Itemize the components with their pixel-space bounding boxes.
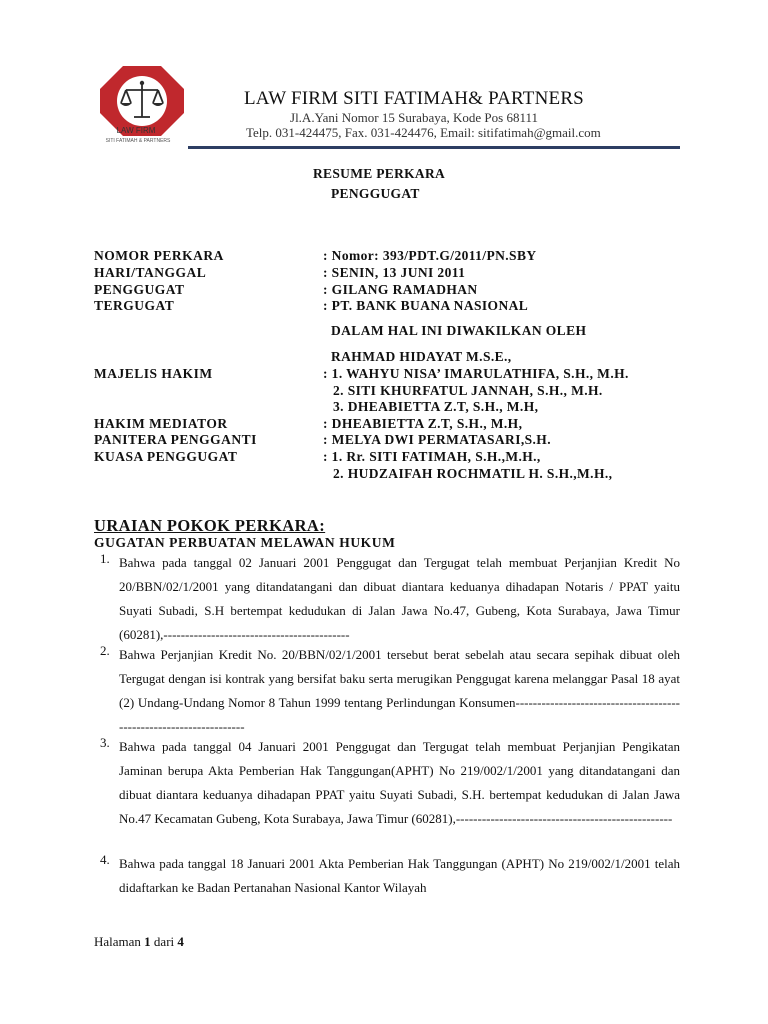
diwakilkan-text: DALAM HAL INI DIWAKILKAN OLEH <box>331 323 587 338</box>
law-firm-logo <box>96 62 188 154</box>
tergugat-label: TERGUGAT <box>94 298 175 313</box>
list-item <box>100 735 680 831</box>
majelis-hakim-3: 3. DHEABIETTA Z.T, S.H., M.H, <box>333 399 539 414</box>
section-title: URAIAN POKOK PERKARA: <box>94 516 326 535</box>
list-item <box>100 551 680 647</box>
majelis-hakim-2: 2. SITI KHURFATUL JANNAH, S.H., M.H. <box>333 383 603 398</box>
logo-text: LAW FIRM <box>116 126 156 135</box>
firm-name: LAW FIRM SITI FATIMAH& PARTNERS <box>244 88 584 109</box>
document-subtitle: PENGGUGAT <box>331 186 420 201</box>
kuasa-penggugat-1: : 1. Rr. SITI FATIMAH, S.H.,M.H., <box>323 449 541 464</box>
hari-tanggal-value: : SENIN, 13 JUNI 2011 <box>323 265 466 280</box>
majelis-hakim-label: MAJELIS HAKIM <box>94 366 213 381</box>
hari-tanggal-label: HARI/TANGGAL <box>94 265 207 280</box>
list-item <box>100 852 680 900</box>
penggugat-value: : GILANG RAMADHAN <box>323 282 478 297</box>
list-item-text: Bahwa pada tanggal 02 Januari 2001 Penggugat dan Tergugat telah membuat Perjanjian Kredit No 20/BBN/02/1/2001 yang ditandatangani dan dibuat diantara keduanya dihadapan Notaris / PPAT yaitu Suyati Subadi, S.H bertempat kedudukan di Jalan Jawa No.47, Gubeng, Kota Surabaya, Jawa Timur (60281),------------------------------------------- <box>119 555 680 642</box>
kuasa-penggugat-2: 2. HUDZAIFAH ROCHMATIL H. S.H.,M.H., <box>333 466 613 481</box>
tergugat-value: : PT. BANK BUANA NASIONAL <box>323 298 529 313</box>
list-item-text: Bahwa pada tanggal 04 Januari 2001 Penggugat dan Tergugat telah membuat Perjanjian Pengikatan Jaminan berupa Akta Pemberian Hak Tanggungan(APHT) No 219/002/1/2001 yang ditandatangani dan dibuat diantara keduanya dihadapan PPAT yaitu Suyati Subadi, S.H. bertempat kedudukan di Jalan Jawa No.47 Kecamatan Gubeng, Kota Surabaya, Jawa Timur (60281),-------------------------------------------------- <box>119 739 680 826</box>
list-item-number: 2. <box>100 643 110 658</box>
letterhead-rule <box>188 146 680 149</box>
list-item-number: 4. <box>100 852 110 867</box>
nomor-perkara-value: : Nomor: 393/PDT.G/2011/PN.SBY <box>323 248 537 263</box>
firm-contact: Telp. 031-424475, Fax. 031-424476, Email: sitifatimah@gmail.com <box>246 125 601 140</box>
list-item-number: 1. <box>100 551 110 566</box>
section-subtitle: GUGATAN PERBUATAN MELAWAN HUKUM <box>94 535 396 550</box>
list-item-text: Bahwa pada tanggal 18 Januari 2001 Akta Pemberian Hak Tanggungan (APHT) No 219/002/1/2001 telah didaftarkan ke Badan Pertanahan Nasional Kantor Wilayah <box>119 856 680 895</box>
page-footer <box>94 934 184 950</box>
footer-page-total: 4 <box>177 934 184 949</box>
footer-page-number: 1 <box>144 934 151 949</box>
diwakilkan-name: RAHMAD HIDAYAT M.S.E., <box>331 349 512 364</box>
panitera-value: : MELYA DWI PERMATASARI,S.H. <box>323 432 551 447</box>
logo-subtext: SITI FATIMAH & PARTNERS <box>105 138 171 144</box>
footer-prefix: Halaman <box>94 934 141 949</box>
list-item <box>100 643 680 739</box>
penggugat-label: PENGGUGAT <box>94 282 185 297</box>
list-item-text: Bahwa Perjanjian Kredit No. 20/BBN/02/1/2001 tersebut berat sebelah atau secara sepihak dibuat oleh Tergugat dengan isi kontrak yang bersifat baku serta merugikan Penggugat karena melanggar Pasal 18 ayat (2) Undang-Undang Nomor 8 Tahun 1999 tentang Perlindungan Konsumen------------------------------------------------------------------- <box>119 647 680 734</box>
document-title: RESUME PERKARA <box>313 166 446 181</box>
hakim-mediator-value: : DHEABIETTA Z.T, S.H., M.H, <box>323 416 523 431</box>
firm-address: Jl.A.Yani Nomor 15 Surabaya, Kode Pos 68111 <box>290 110 538 125</box>
majelis-hakim-1: : 1. WAHYU NISA’ IMARULATHIFA, S.H., M.H. <box>323 366 629 381</box>
hakim-mediator-label: HAKIM MEDIATOR <box>94 416 228 431</box>
nomor-perkara-label: NOMOR PERKARA <box>94 248 224 263</box>
kuasa-penggugat-label: KUASA PENGGUGAT <box>94 449 238 464</box>
list-item-number: 3. <box>100 735 110 750</box>
footer-separator: dari <box>153 934 175 949</box>
panitera-label: PANITERA PENGGANTI <box>94 432 257 447</box>
